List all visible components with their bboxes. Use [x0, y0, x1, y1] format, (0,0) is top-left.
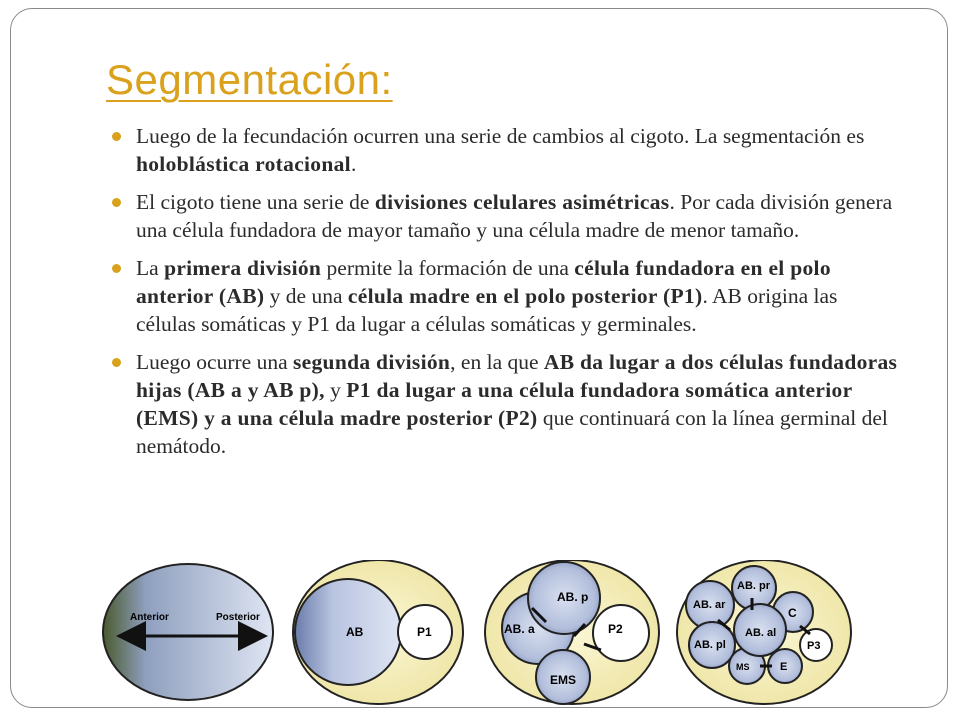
text-run: . [350, 152, 357, 176]
bold-text: divisiones celulares asimétricas [374, 190, 670, 214]
label-e: E [780, 661, 788, 673]
text-run: Luego de la fecundación ocurren una serie de cambios al cigoto. La segmentación es [136, 124, 865, 148]
text-run: . Por cada división genera una célula fundadora de mayor tamaño y una célula madre de menor tamaño. [136, 190, 893, 242]
bold-text: célula madre en el polo posterior (P1) [347, 284, 703, 308]
bullet-list [112, 122, 902, 470]
text-run: El cigoto tiene una serie de [136, 190, 375, 214]
bold-text: P1 da lugar a una célula fundadora somática anterior (EMS) y a una célula madre posterior (P2) [136, 378, 853, 430]
label-ems: EMS [550, 673, 577, 687]
bullet-item [112, 254, 902, 338]
text-run: y [324, 378, 347, 402]
bold-text: célula fundadora en el polo anterior (AB) [136, 256, 831, 308]
label-ab: AB [346, 625, 364, 639]
bullet-item [112, 122, 902, 178]
bullet-item [112, 188, 902, 244]
slide-title: Segmentación: [106, 56, 393, 103]
bold-text: holoblástica rotacional [136, 152, 351, 176]
posterior-label: Posterior [216, 612, 260, 623]
cell-division-diagrams [100, 560, 890, 710]
bold-text: AB da lugar a dos células fundadoras hijas (AB a y AB p), [136, 350, 898, 402]
label-ms: MS [736, 662, 750, 672]
text-run: , en la que [450, 350, 544, 374]
stage-eight-cell [677, 560, 851, 704]
anterior-label: Anterior [130, 612, 169, 623]
label-p1: P1 [417, 625, 432, 639]
bullet-item [112, 348, 902, 460]
label-ab-pl: AB. pl [694, 639, 726, 651]
label-ab-p: AB. p [557, 590, 589, 604]
text-run: y de una [264, 284, 348, 308]
text-run: . AB origina las células somáticas y P1 da lugar a células somáticas y germinales. [136, 284, 838, 336]
bold-text: primera división [164, 256, 322, 280]
bold-text: segunda división [293, 350, 451, 374]
stage-four-cell [485, 560, 659, 704]
stage-two-cell [293, 560, 463, 704]
label-ab-ar: AB. ar [693, 599, 726, 611]
label-p2: P2 [608, 622, 623, 636]
label-ab-pr: AB. pr [737, 580, 770, 592]
label-p3: P3 [807, 640, 821, 652]
text-run: Luego ocurre una [136, 350, 293, 374]
stage-zygote [103, 564, 273, 700]
label-c: C [788, 606, 797, 620]
text-run: permite la formación de una [321, 256, 575, 280]
zygote-cell [103, 564, 273, 700]
text-run: que continuará con la línea germinal del nemátodo. [136, 406, 888, 458]
text-run: La [136, 256, 165, 280]
label-ab-al: AB. al [745, 627, 777, 639]
label-ab-a: AB. a [504, 622, 535, 636]
